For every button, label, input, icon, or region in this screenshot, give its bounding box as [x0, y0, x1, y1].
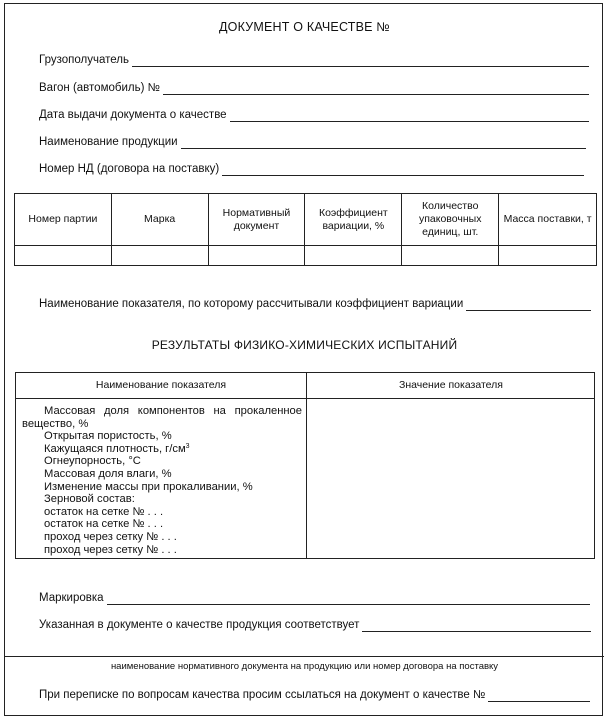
- reference-line[interactable]: [488, 690, 590, 702]
- marking-line[interactable]: [107, 593, 590, 605]
- marking-field[interactable]: [39, 589, 590, 605]
- document-title: ДОКУМЕНТ О КАЧЕСТВЕ №: [219, 20, 390, 34]
- wagon-field[interactable]: [39, 79, 589, 95]
- marking-label: Маркировка: [39, 592, 104, 604]
- quality-document: [4, 3, 603, 716]
- indicator-moisture: Массовая доля влаги, %: [44, 467, 172, 480]
- batch-table: [14, 193, 597, 266]
- header-grade: Марка: [111, 194, 208, 246]
- indicator-list: [22, 405, 302, 556]
- header-normative-doc-line1: Нормативный: [222, 206, 291, 219]
- issue-date-line[interactable]: [230, 110, 589, 122]
- indicator-porosity: Открытая пористость, %: [44, 430, 172, 443]
- indicator-mass-fraction: Массовая доля компонентов на прокаленное: [44, 405, 302, 417]
- indicator-calcination: Изменение массы при прокаливании, %: [44, 480, 253, 493]
- batch-table-header-row: [15, 194, 597, 246]
- batch-table-row: [15, 246, 597, 266]
- indicator-passage-1: проход через сетку № . . .: [44, 530, 177, 543]
- compliance-divider: [5, 656, 604, 657]
- results-table: [15, 372, 595, 559]
- indicator-residue-1: остаток на сетке № . . .: [44, 505, 164, 518]
- consignee-line[interactable]: [132, 55, 589, 67]
- header-variation: [305, 194, 402, 246]
- compliance-note: наименование нормативного документа на продукцию или номер договора на поставку: [110, 661, 499, 672]
- header-packages-line1: Количество: [422, 200, 479, 212]
- results-column-divider: [306, 373, 307, 558]
- header-packages-line3: единиц, шт.: [422, 226, 479, 238]
- wagon-label: Вагон (автомобиль) №: [39, 82, 160, 94]
- variation-indicator-line[interactable]: [466, 299, 591, 311]
- results-col-value: Значение показателя: [399, 379, 503, 391]
- compliance-line[interactable]: [362, 620, 591, 632]
- cell-normative-doc[interactable]: [208, 246, 305, 266]
- issue-date-label: Дата выдачи документа о качестве: [39, 109, 227, 121]
- header-packages-line2: упаковочных: [418, 213, 482, 225]
- indicator-residue-2: остаток на сетке № . . .: [44, 518, 164, 531]
- indicator-density: [22, 443, 302, 456]
- consignee-field[interactable]: [39, 51, 589, 67]
- cell-mass[interactable]: [499, 246, 597, 266]
- results-col-indicator: Наименование показателя: [95, 379, 227, 391]
- reference-label: При переписке по вопросам качества просим ссылаться на документ о качестве №: [39, 689, 486, 701]
- reference-field[interactable]: [39, 686, 590, 702]
- header-batch-number: Номер партии: [15, 194, 112, 246]
- header-normative-doc: [208, 194, 305, 246]
- results-header-divider: [16, 398, 594, 399]
- header-packages: [402, 194, 499, 246]
- nd-number-field[interactable]: [39, 160, 584, 176]
- consignee-label: Грузополучатель: [39, 54, 129, 66]
- compliance-field[interactable]: [39, 616, 591, 632]
- variation-indicator-field[interactable]: [39, 295, 591, 311]
- indicator-passage-2: проход через сетку № . . .: [44, 543, 177, 556]
- product-name-field[interactable]: [39, 133, 586, 149]
- indicator-mass-fraction-cont: вещество, %: [22, 417, 89, 430]
- indicator-refractoriness: Огнеупорность, °С: [44, 455, 141, 468]
- cell-packages[interactable]: [402, 246, 499, 266]
- indicator-grain: Зерновой состав:: [44, 493, 135, 506]
- issue-date-field[interactable]: [39, 106, 589, 122]
- cell-variation[interactable]: [305, 246, 402, 266]
- cell-grade[interactable]: [111, 246, 208, 266]
- indicator-density-text: Кажущаяся плотность, г/см: [44, 442, 186, 455]
- product-name-line[interactable]: [181, 137, 586, 149]
- header-variation-line2: вариации, %: [322, 219, 385, 232]
- compliance-label: Указанная в документе о качестве продукция соответствует: [39, 619, 360, 631]
- header-variation-line1: Коэффициент: [318, 206, 388, 219]
- nd-number-label: Номер НД (договора на поставку): [39, 163, 220, 175]
- indicator-density-sup: 3: [185, 442, 190, 450]
- variation-indicator-label: Наименование показателя, по которому рассчитывали коэффициент вариации: [39, 298, 464, 310]
- cell-batch-number[interactable]: [15, 246, 112, 266]
- product-name-label: Наименование продукции: [39, 136, 178, 148]
- header-mass: Масса поставки, т: [499, 194, 597, 246]
- header-normative-doc-line2: документ: [233, 219, 280, 232]
- nd-number-line[interactable]: [222, 164, 584, 176]
- wagon-line[interactable]: [163, 83, 589, 95]
- results-title: РЕЗУЛЬТАТЫ ФИЗИКО-ХИМИЧЕСКИХ ИСПЫТАНИЙ: [151, 338, 458, 352]
